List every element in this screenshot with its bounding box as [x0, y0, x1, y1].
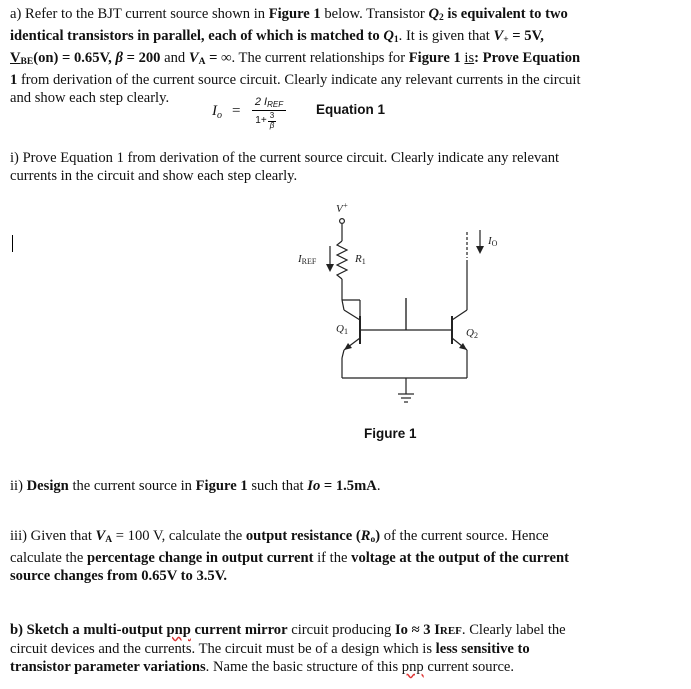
- equation-lhs: $I_o$: [212, 103, 222, 121]
- equation-denominator-one: 1+: [255, 115, 267, 126]
- resistor-r1: [337, 241, 347, 279]
- question-iii: [10, 527, 682, 585]
- r1-label: R1: [355, 253, 366, 266]
- question-b-line3: transistor parameter variations. Name the basic structure of this pnp current source.: [10, 659, 515, 675]
- question-b: [10, 621, 682, 676]
- q1-label: Q1: [336, 323, 348, 336]
- question-i: [10, 149, 682, 185]
- equation-label: Equation 1: [316, 102, 386, 117]
- question-ii: ii) Design the current source in Figure 1 such that Io = 1.5mA.: [10, 478, 381, 494]
- question-a: [10, 5, 682, 107]
- question-iii-line2: calculate the percentage change in output current if the voltage at the output of the current: [10, 550, 569, 566]
- question-a-line3: $V_{BE}(on) = 0.65V$, β = 200 and $V_A$ = ∞. The current relationships for Figure 1 is: Prove Equation: [10, 50, 581, 67]
- question-a-line4: 1 from derivation of the current source circuit. Clearly indicate any relevant currents in the circuit: [10, 72, 581, 88]
- equation-numerator: 2 IREF: [254, 96, 284, 109]
- equation-equals: =: [232, 103, 241, 119]
- vplus-terminal: [340, 219, 345, 224]
- equation-denominator-num: 3: [269, 111, 275, 120]
- question-a-line5: and show each step clearly.: [10, 90, 170, 106]
- io-label: IO: [488, 235, 498, 248]
- question-b-line2: circuit devices and the currents. The circuit must be of a design which is less sensitive to: [10, 641, 530, 657]
- question-i-line2: currents in the circuit and show each step clearly.: [10, 168, 298, 184]
- iref-label: IREF: [298, 253, 317, 266]
- equation-denominator-beta: β: [269, 121, 275, 130]
- question-b-line1: b) Sketch a multi-output pnp current mirror circuit producing Io ≈ 3 IREF. Clearly label the: [10, 622, 566, 638]
- figure-caption: Figure 1: [364, 426, 417, 441]
- vplus-label: V+: [336, 201, 349, 215]
- text-cursor: [12, 235, 13, 252]
- question-iii-line3: source changes from 0.65V to 3.5V.: [10, 568, 228, 584]
- question-a-line2: identical transistors in parallel, each of which is matched to $Q_1$. It is given that $V_+ = 5V$,: [10, 28, 544, 45]
- question-a-line1: a) Refer to the BJT current source shown in Figure 1 below. Transistor $Q_2$ is equivalent to two: [10, 6, 568, 23]
- question-i-line1: i) Prove Equation 1 from derivation of the current source circuit. Clearly indicate any relevant: [10, 150, 560, 166]
- q2-label: Q2: [466, 327, 478, 340]
- question-iii-line1: iii) Given that $V_A = 100$ V, calculate the output resistance $(R_o)$ of the current source. Hence: [10, 528, 549, 545]
